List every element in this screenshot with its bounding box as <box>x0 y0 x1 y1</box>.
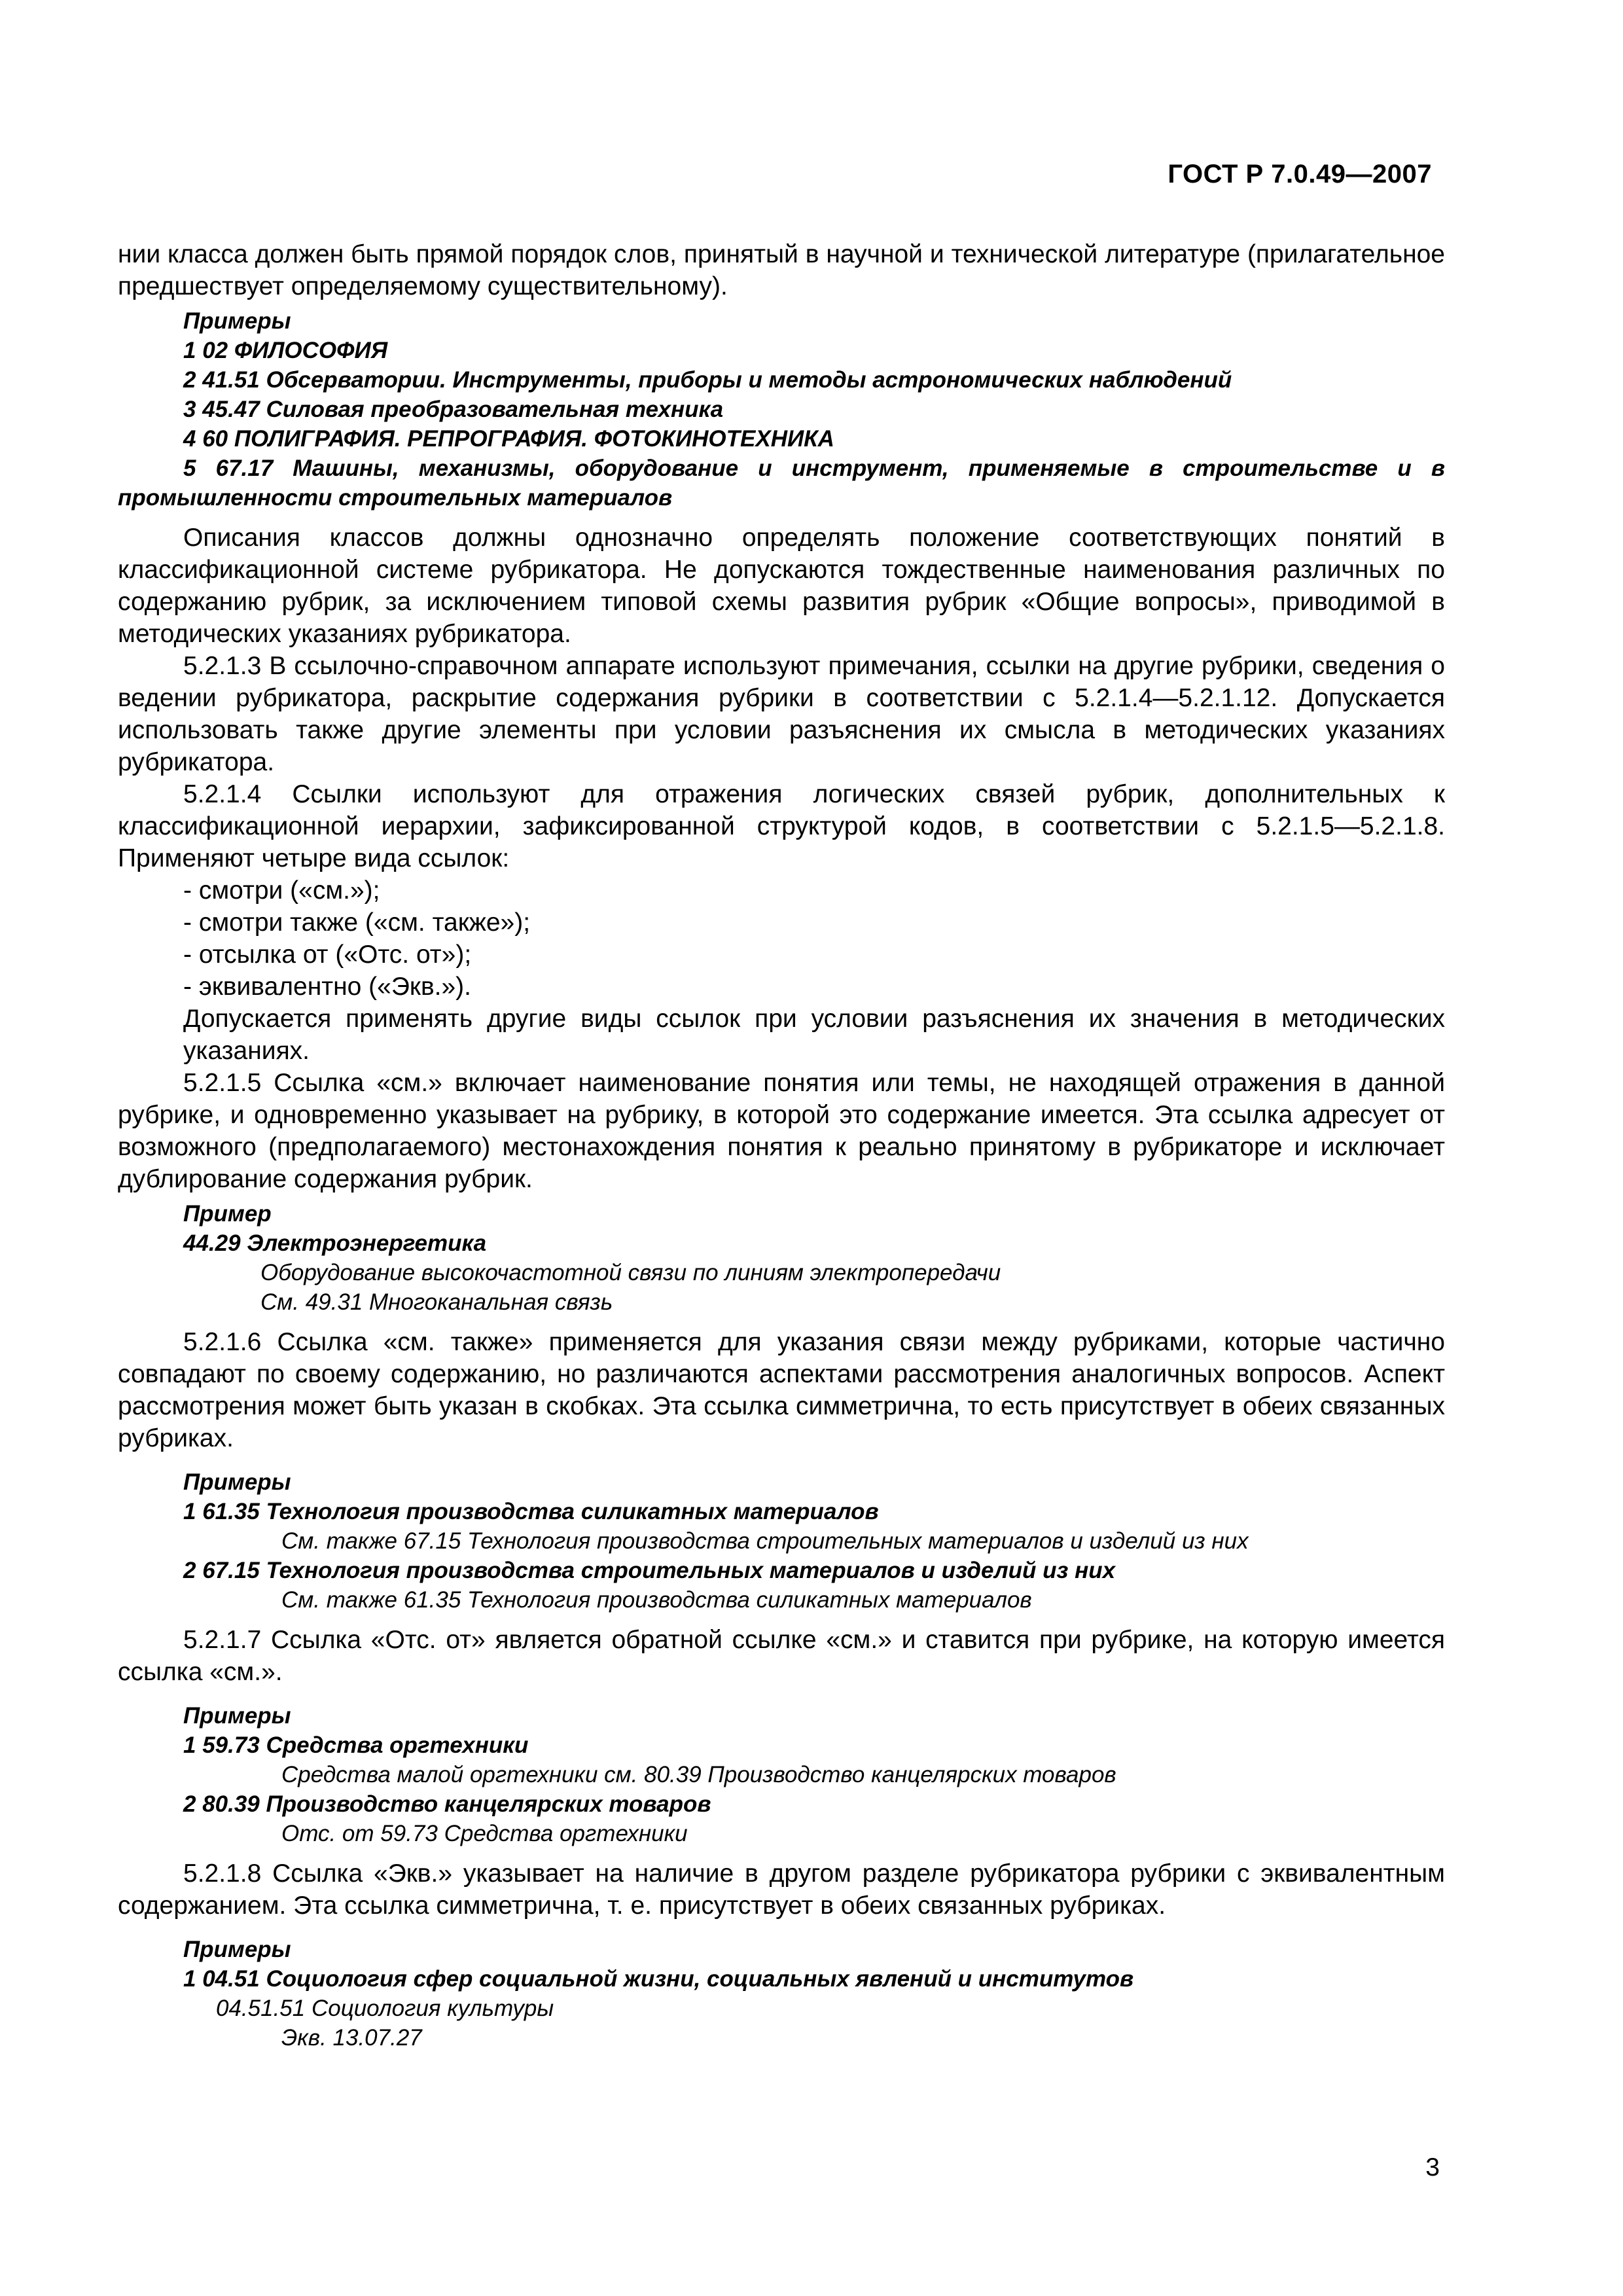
examples-heading: Примеры <box>183 1703 291 1729</box>
example-item-4: 4 60 ПОЛИГРАФИЯ. РЕПРОГРАФИЯ. ФОТОКИНОТЕХНИКА <box>183 426 834 452</box>
paragraph-5-2-1-4: 5.2.1.4 Ссылки используют для отражения логических связей рубрик, дополнительных к классификационной иерархии, зафиксированной структурой кодов, в соответствии с 5.2.1.5—5.2.1.8. Применяют четыре вида ссылок: <box>118 780 1445 872</box>
example-reference: См. также 61.35 Технология производства силикатных материалов <box>281 1587 1032 1613</box>
example-reference: См. также 67.15 Технология производства строительных материалов и изделий из них <box>281 1528 1249 1554</box>
example-heading: Пример <box>183 1201 272 1227</box>
paragraph-5-2-1-5: 5.2.1.5 Ссылка «см.» включает наименование понятия или темы, не находящей отражения в данной рубрике, и одновременно указывает на рубрику, в которой это содержание имеется. Эта ссылка адресует от возможного (предполагаемого) местонахождения понятия к реально принятому в рубрикаторе и исключает дублирование содержания рубрик. <box>118 1069 1445 1193</box>
example-reference: Экв. 13.07.27 <box>281 2025 422 2051</box>
example-reference: Отс. от 59.73 Средства оргтехники <box>281 1821 688 1846</box>
paragraph-other-references <box>118 1003 1445 1067</box>
example-rubric: 1 61.35 Технология производства силикатных материалов <box>183 1499 879 1524</box>
standard-designation: ГОСТ Р 7.0.49—2007 <box>1168 160 1432 188</box>
example-rubric: 44.29 Электроэнергетика <box>183 1230 487 1256</box>
examples-from-reference-block <box>118 1701 1445 1848</box>
document-body <box>118 238 1445 2053</box>
paragraph-5-2-1-6: 5.2.1.6 Ссылка «см. также» применяется для указания связи между рубриками, которые частично совпадают по своему содержанию, но различаются аспектами рассмотрения аналогичных вопросов. Аспект рассмотрения может быть указан в скобках. Эта ссылка симметрична, то есть присутствует в обеих связанных рубриках. <box>118 1328 1445 1452</box>
examples-heading: Примеры <box>183 1937 291 1962</box>
example-item-5: 5 67.17 Машины, механизмы, оборудование и инструмент, применяемые в строительстве и в промышленности строительных материалов <box>118 456 1445 511</box>
paragraph-continuation: нии класса должен быть прямой порядок слов, принятый в научной и технической литературе (прилагательное предшествует определяемому существительному). <box>118 240 1445 300</box>
examples-heading: Примеры <box>183 308 291 334</box>
paragraph-5-2-1-8: 5.2.1.8 Ссылка «Экв.» указывает на наличие в другом разделе рубрикатора рубрики с эквивалентным содержанием. Эта ссылка симметрична, т. е. присутствует в обеих связанных рубриках. <box>118 1859 1445 1920</box>
examples-see-also-block <box>118 1467 1445 1615</box>
example-see-block <box>118 1199 1445 1317</box>
reference-types-list <box>118 874 1445 1003</box>
paragraph-5-2-1-7: 5.2.1.7 Ссылка «Отс. от» является обратной ссылке «см.» и ставится при рубрике, на которую имеется ссылка «см.». <box>118 1626 1445 1686</box>
list-item: - отсылка от («Отс. от»); <box>183 941 472 969</box>
paragraph-class-descriptions: Описания классов должны однозначно определять положение соответствующих понятий в классификационной системе рубрикатора. Не допускаются тождественные наименования различных по содержанию рубрик, за исключением типовой схемы развития рубрик «Общие вопросы», приводимой в методических указаниях рубрикатора. <box>118 524 1445 648</box>
example-line: Оборудование высокочастотной связи по линиям электропередачи <box>260 1260 1001 1285</box>
example-line: См. 49.31 Многоканальная связь <box>260 1289 613 1315</box>
example-item-2: 2 41.51 Обсерватории. Инструменты, приборы и методы астрономических наблюдений <box>183 367 1232 393</box>
list-item: - смотри также («см. также»); <box>183 908 531 937</box>
example-rubric: 2 80.39 Производство канцелярских товаров <box>183 1791 711 1817</box>
list-item: - смотри («см.»); <box>183 876 380 905</box>
example-reference: Средства малой оргтехники см. 80.39 Производство канцелярских товаров <box>281 1762 1116 1787</box>
paragraph-text: Допускается применять другие виды ссылок при условии разъяснения их значения в методических указаниях. <box>183 1005 1445 1065</box>
paragraph-5-2-1-3: 5.2.1.3 В ссылочно-справочном аппарате используют примечания, ссылки на другие рубрики, сведения о ведении рубрикатора, раскрытие содержания рубрики в соответствии с 5.2.1.4—5.2.1.12. Допускается использовать также другие элементы при условии разъяснения их смысла в методических указаниях рубрикатора. <box>118 652 1445 776</box>
example-item-1: 1 02 ФИЛОСОФИЯ <box>183 338 388 363</box>
example-item-3: 3 45.47 Силовая преобразовательная техника <box>183 397 724 422</box>
examples-heading: Примеры <box>183 1469 291 1495</box>
example-rubric: 1 04.51 Социология сфер социальной жизни, социальных явлений и институтов <box>183 1966 1134 1992</box>
example-rubric: 2 67.15 Технология производства строительных материалов и изделий из них <box>183 1558 1116 1583</box>
example-rubric: 1 59.73 Средства оргтехники <box>183 1732 529 1758</box>
examples-equivalent-block <box>118 1935 1445 2053</box>
list-item: - эквивалентно («Экв.»). <box>183 973 472 1001</box>
page-number: 3 <box>1425 2153 1440 2181</box>
example-subrubric: 04.51.51 Социология культуры <box>216 1996 554 2021</box>
examples-block-class-names <box>118 306 1445 512</box>
